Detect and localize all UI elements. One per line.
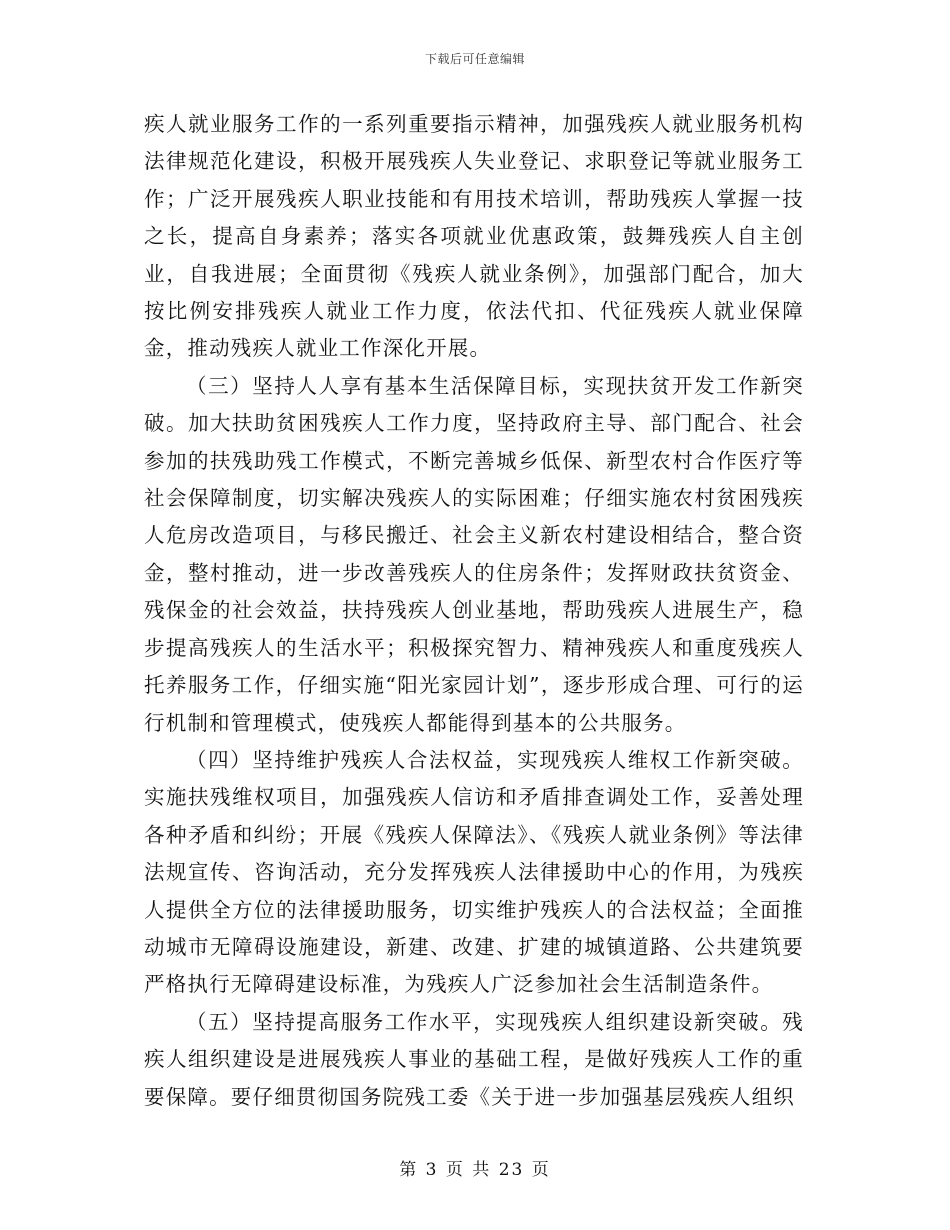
paragraph-section-3: （三）坚持人人享有基本生活保障目标，实现扶贫开发工作新突破。加大扶助贫困残疾人工作力度，坚持政府主导、部门配合、社会参加的扶残助残工作模式，不断完善城乡低保、新型农村合作医疗等社会保障制度，切实解决残疾人的实际困难；仔细实施农村贫困残疾人危房改造项目，与移民搬迁、社会主义新农村建设相结合，整合资金，整村推动，进一步改善残疾人的住房条件；发挥财政扶贫资金、残保金的社会效益，扶持残疾人创业基地，帮助残疾人进展生产，稳步提高残疾人的生活水平；积极探究智力、精神残疾人和重度残疾人托养服务工作，仔细实施“阳光家园计划”，逐步形成合理、可行的运行机制和管理模式，使残疾人都能得到基本的公共服务。 xyxy=(144,373,804,735)
paragraph-section-5: （五）坚持提高服务工作水平，实现残疾人组织建设新突破。残疾人组织建设是进展残疾人事业的基础工程，是做好残疾人工作的重要保障。要仔细贯彻国务院残工委《关于进一步加强基层残疾人组织 xyxy=(144,1009,804,1109)
page-footer: 第 3 页 共 23 页 xyxy=(399,1160,551,1180)
document-body xyxy=(144,106,804,1116)
paragraph-section-4: （四）坚持维护残疾人合法权益，实现残疾人维权工作新突破。实施扶残维权项目，加强残疾人信访和矛盾排查调处工作，妥善处理各种矛盾和纠纷；开展《残疾人保障法》、《残疾人就业条例》等法律法规宣传、咨询活动，充分发挥残疾人法律援助中心的作用，为残疾人提供全方位的法律援助服务，切实维护残疾人的合法权益；全面推动城市无障碍设施建设，新建、改建、扩建的城镇道路、公共建筑要严格执行无障碍建设标准，为残疾人广泛参加社会生活制造条件。 xyxy=(144,747,804,997)
page-header: 下载后可任意编辑 xyxy=(424,52,525,66)
paragraph-continued: 疾人就业服务工作的一系列重要指示精神，加强残疾人就业服务机构法律规范化建设，积极开展残疾人失业登记、求职登记等就业服务工作；广泛开展残疾人职业技能和有用技术培训，帮助残疾人掌握一技之长，提高自身素养；落实各项就业优惠政策，鼓舞残疾人自主创业，自我进展；全面贯彻《残疾人就业条例》，加强部门配合，加大按比例安排残疾人就业工作力度，依法代扣、代征残疾人就业保障金，推动残疾人就业工作深化开展。 xyxy=(144,112,804,361)
